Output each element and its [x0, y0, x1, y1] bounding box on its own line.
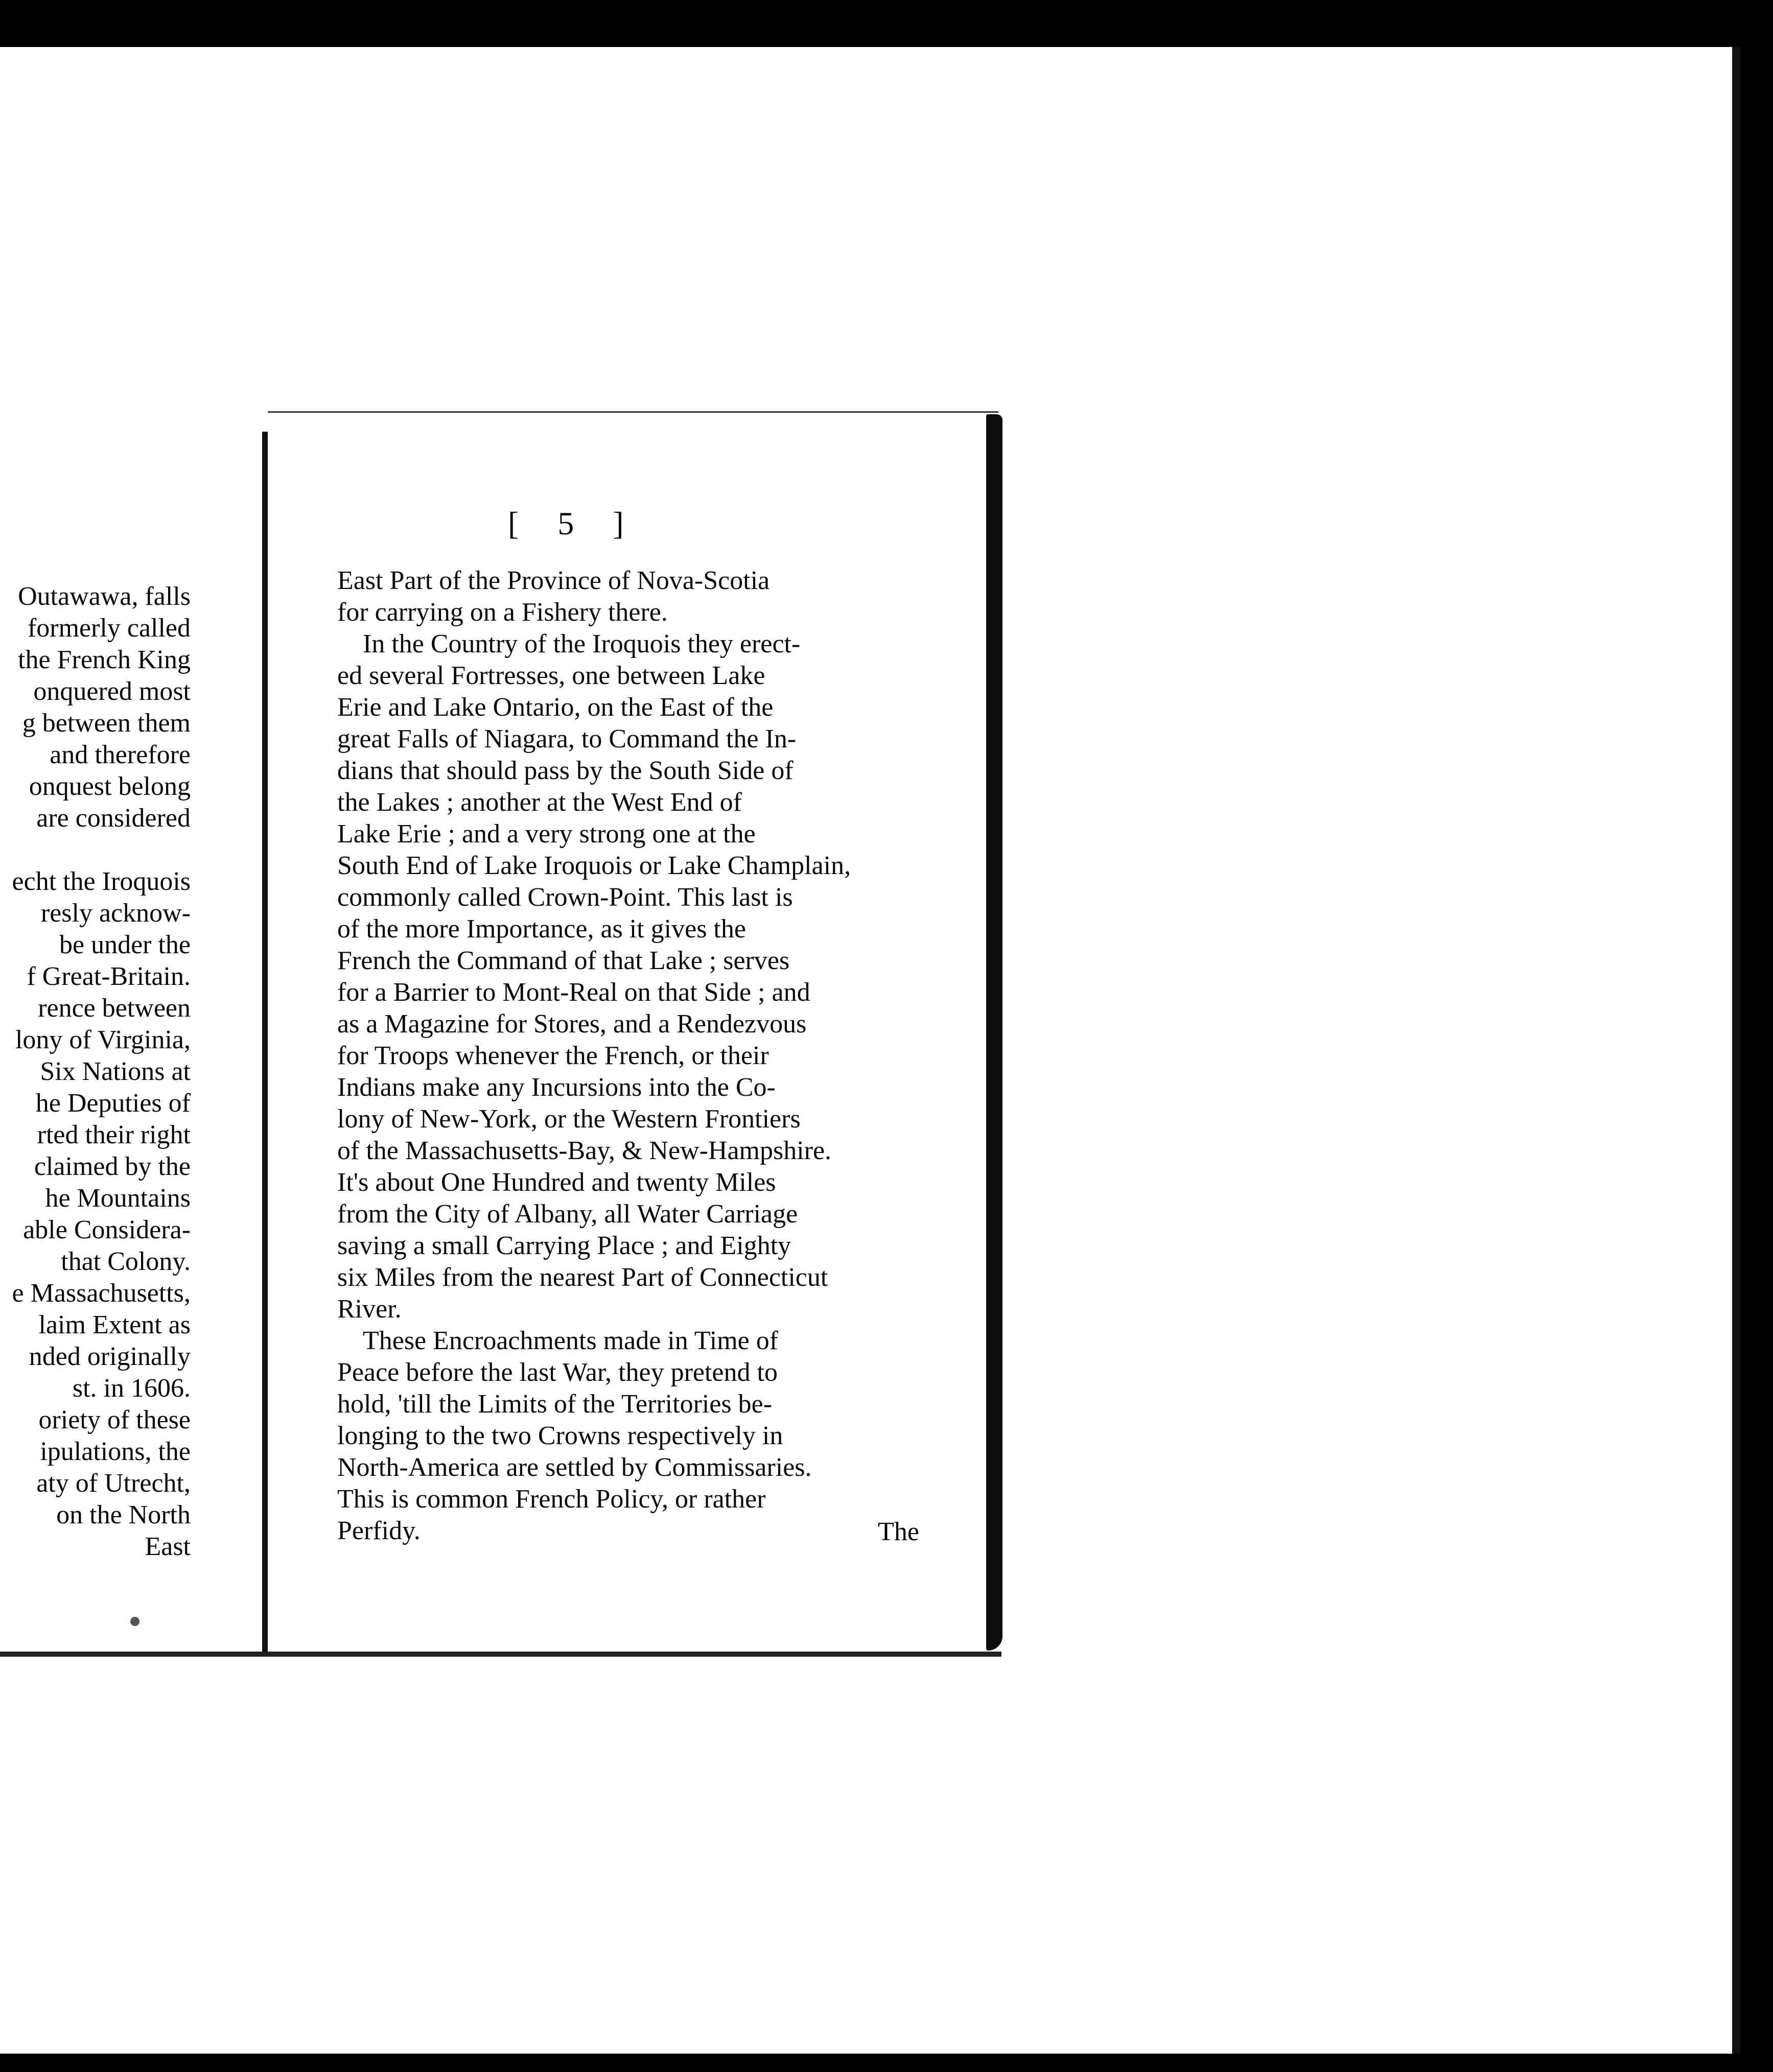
left-page-text-line: oriety of these: [38, 1405, 191, 1434]
right-page-text-line: lony of New-York, or the Western Frontiers: [337, 1104, 801, 1134]
right-page-text-line: Lake Erie ; and a very strong one at the: [337, 819, 756, 849]
right-page-text-line: commonly called Crown-Point. This last is: [337, 883, 793, 912]
right-page-text-line: from the City of Albany, all Water Carriage: [337, 1199, 798, 1229]
left-page-text-line: able Considera-: [23, 1215, 191, 1244]
right-page-text-line: River.: [337, 1294, 402, 1324]
right-page-text-line: for carrying on a Fishery there.: [337, 598, 668, 627]
page-number: [ 5 ]: [508, 505, 639, 541]
left-page-text-line: f Great-Britain.: [27, 962, 191, 991]
left-page-text-line: the French King: [18, 645, 191, 674]
right-page-text-line: Peace before the last War, they pretend to: [337, 1358, 778, 1387]
left-page: [0, 432, 263, 1655]
right-page-text-line: South End of Lake Iroquois or Lake Champlain,: [337, 851, 851, 880]
left-page-text-line: on the North: [56, 1500, 191, 1529]
left-page-text-line: laim Extent as: [38, 1310, 191, 1339]
right-page-text-line: ed several Fortresses, one between Lake: [337, 661, 765, 690]
right-page-text-line: Indians make any Incursions into the Co-: [337, 1073, 776, 1102]
left-page-text-line: formerly called: [27, 614, 191, 643]
right-page-text-line: for a Barrier to Mont-Real on that Side ; and: [337, 978, 810, 1007]
right-page-text-line: of the Massachusetts-Bay, & New-Hampshire.: [337, 1136, 832, 1165]
paper-speck: [130, 1617, 139, 1626]
right-page-text-line: French the Command of that Lake ; serves: [337, 946, 790, 975]
left-page-text-line: nded originally: [29, 1342, 191, 1371]
left-page-text-line: Outawawa, falls: [18, 582, 191, 611]
right-page-text-line: Perfidy.: [337, 1516, 421, 1545]
left-page-text-line: he Mountains: [45, 1184, 191, 1213]
right-page-text-line: hold, 'till the Limits of the Territories be-: [337, 1390, 773, 1419]
right-page-text-line: great Falls of Niagara, to Command the In-: [337, 724, 797, 754]
left-page-text-line: he Deputies of: [35, 1089, 191, 1118]
page-fore-edge: [986, 414, 1002, 1651]
right-page-text-line: Erie and Lake Ontario, on the East of the: [337, 693, 774, 722]
left-page-text-line: lony of Virginia,: [15, 1025, 191, 1054]
right-page-text-line: of the more Importance, as it gives the: [337, 914, 746, 944]
left-page-text-line: rence between: [38, 994, 191, 1023]
right-page-text-line: six Miles from the nearest Part of Connecticut: [337, 1263, 828, 1292]
left-page-text-line: onquest belong: [29, 772, 191, 801]
left-page-text-line: e Massachusetts,: [12, 1279, 191, 1308]
left-page-text-line: and therefore: [50, 740, 191, 769]
left-page-text-line: onquered most: [33, 677, 191, 706]
right-page-text-line: North-America are settled by Commissaries.: [337, 1453, 812, 1482]
right-page: [268, 411, 998, 1659]
left-page-text-line: resly acknow-: [40, 899, 191, 928]
right-page-text-line: It's about One Hundred and twenty Miles: [337, 1168, 776, 1197]
left-page-text-line: are considered: [36, 804, 191, 833]
open-book: [0, 411, 1017, 1658]
right-page-text-line: This is common French Policy, or rather: [337, 1485, 766, 1514]
left-page-text-line: ipulations, the: [40, 1437, 191, 1466]
left-page-text-line: g between them: [22, 709, 191, 738]
catchword: The: [878, 1517, 919, 1546]
left-page-text-line: East: [145, 1532, 191, 1561]
right-page-text-line: for Troops whenever the French, or their: [337, 1041, 769, 1070]
right-page-text-line: the Lakes ; another at the West End of: [337, 788, 742, 817]
left-page-text-line: rted their right: [37, 1120, 191, 1149]
right-page-text-line: as a Magazine for Stores, and a Rendezvous: [337, 1009, 807, 1039]
left-page-text-line: that Colony.: [61, 1247, 191, 1276]
right-page-text-line: East Part of the Province of Nova-Scotia: [337, 566, 770, 595]
left-page-text-line: be under the: [59, 930, 191, 959]
left-page-text-line: Six Nations at: [40, 1057, 191, 1086]
right-page-text-line: saving a small Carrying Place ; and Eighty: [337, 1231, 791, 1260]
right-page-text-line: These Encroachments made in Time of: [363, 1326, 779, 1355]
left-page-text-line: aty of Utrecht,: [36, 1469, 191, 1498]
page-bottom-rule: [0, 1652, 1001, 1657]
right-page-text-line: dians that should pass by the South Side of: [337, 756, 794, 785]
left-page-text-line: claimed by the: [34, 1152, 191, 1181]
book-gutter: [262, 432, 268, 1655]
sheet-edge: [1732, 47, 1740, 2054]
right-page-text-line: In the Country of the Iroquois they erect-: [363, 629, 801, 658]
right-page-text-line: longing to the two Crowns respectively in: [337, 1421, 783, 1450]
left-page-text-line: st. in 1606.: [72, 1374, 191, 1403]
left-page-text-line: echt the Iroquois: [12, 867, 191, 896]
